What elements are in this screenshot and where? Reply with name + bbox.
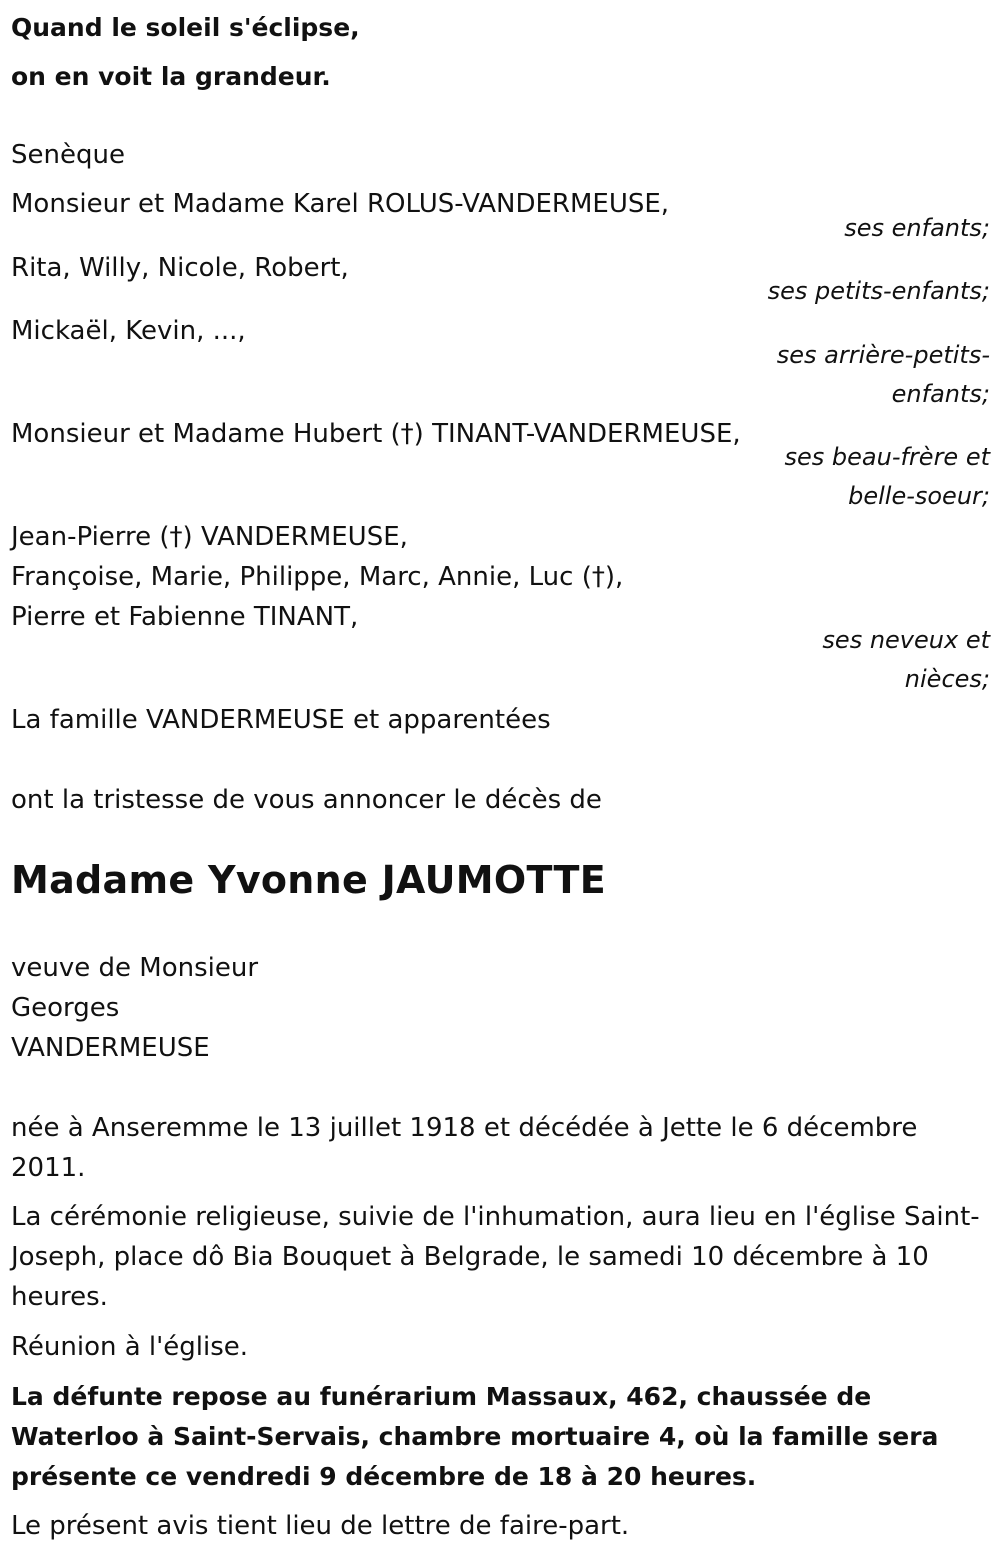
inlaws-relation-line-2: belle-soeur; [848,482,990,510]
quote-line-1: Quand le soleil s'éclipse, [11,13,360,42]
widow-line-1: veuve de Monsieur [11,953,259,983]
reunion: Réunion à l'église. [11,1332,249,1362]
quote [11,3,991,101]
nephews-relation-line-1: ses neveux et [822,626,990,654]
great-grandchildren-relation [777,336,990,414]
nephews-line-3: Pierre et Fabienne TINANT, [11,602,359,632]
inlaws-names: Monsieur et Madame Hubert (†) TINANT-VANDERMEUSE, [11,419,741,449]
children-names: Monsieur et Madame Karel ROLUS-VANDERMEUSE, [11,189,670,219]
quote-author: Senèque [11,140,125,170]
quote-line-2: on en voit la grandeur. [11,62,331,91]
ceremony: La cérémonie religieuse, suivie de l'inhumation, aura lieu en l'église Saint-Joseph, place dô Bia Bouquet à Belgrade, le samedi 10 décembre à 10 heures. [11,1202,980,1312]
nephews-names [11,517,991,637]
nephews-relation-line-2: nièces; [904,665,990,693]
great-grandchildren-relation-line-2: enfants; [891,380,990,408]
extended-family: La famille VANDERMEUSE et apparentées [11,705,551,735]
widow-line-3: VANDERMEUSE [11,1033,210,1063]
widow-of [11,948,991,1068]
inlaws-relation [785,438,991,516]
closing-note: Le présent avis tient lieu de lettre de faire-part. [11,1511,630,1541]
nephews-line-2: Françoise, Marie, Philippe, Marc, Annie, Luc (†), [11,562,624,592]
nephews-relation [822,621,990,699]
inlaws-relation-line-1: ses beau-frère et [784,443,990,471]
birth-death: née à Anseremme le 13 juillet 1918 et décédée à Jette le 6 décembre 2011. [11,1113,918,1183]
grandchildren-names: Rita, Willy, Nicole, Robert, [11,253,349,283]
nephews-line-1: Jean-Pierre (†) VANDERMEUSE, [11,522,408,552]
deceased-name: Madame Yvonne JAUMOTTE [11,858,607,902]
grandchildren-relation: ses petits-enfants; [767,277,990,305]
widow-line-2: Georges [11,993,120,1023]
funeral-home: La défunte repose au funérarium Massaux, 462, chaussée de Waterloo à Saint-Servais, chambre mortuaire 4, où la famille sera présente ce vendredi 9 décembre de 18 à 20 heures. [11,1382,939,1491]
great-grandchildren-names: Mickaël, Kevin, ..., [11,316,246,346]
announcement: ont la tristesse de vous annoncer le décès de [11,785,602,815]
children-relation: ses enfants; [844,214,990,242]
great-grandchildren-relation-line-1: ses arrière-petits- [776,341,990,369]
